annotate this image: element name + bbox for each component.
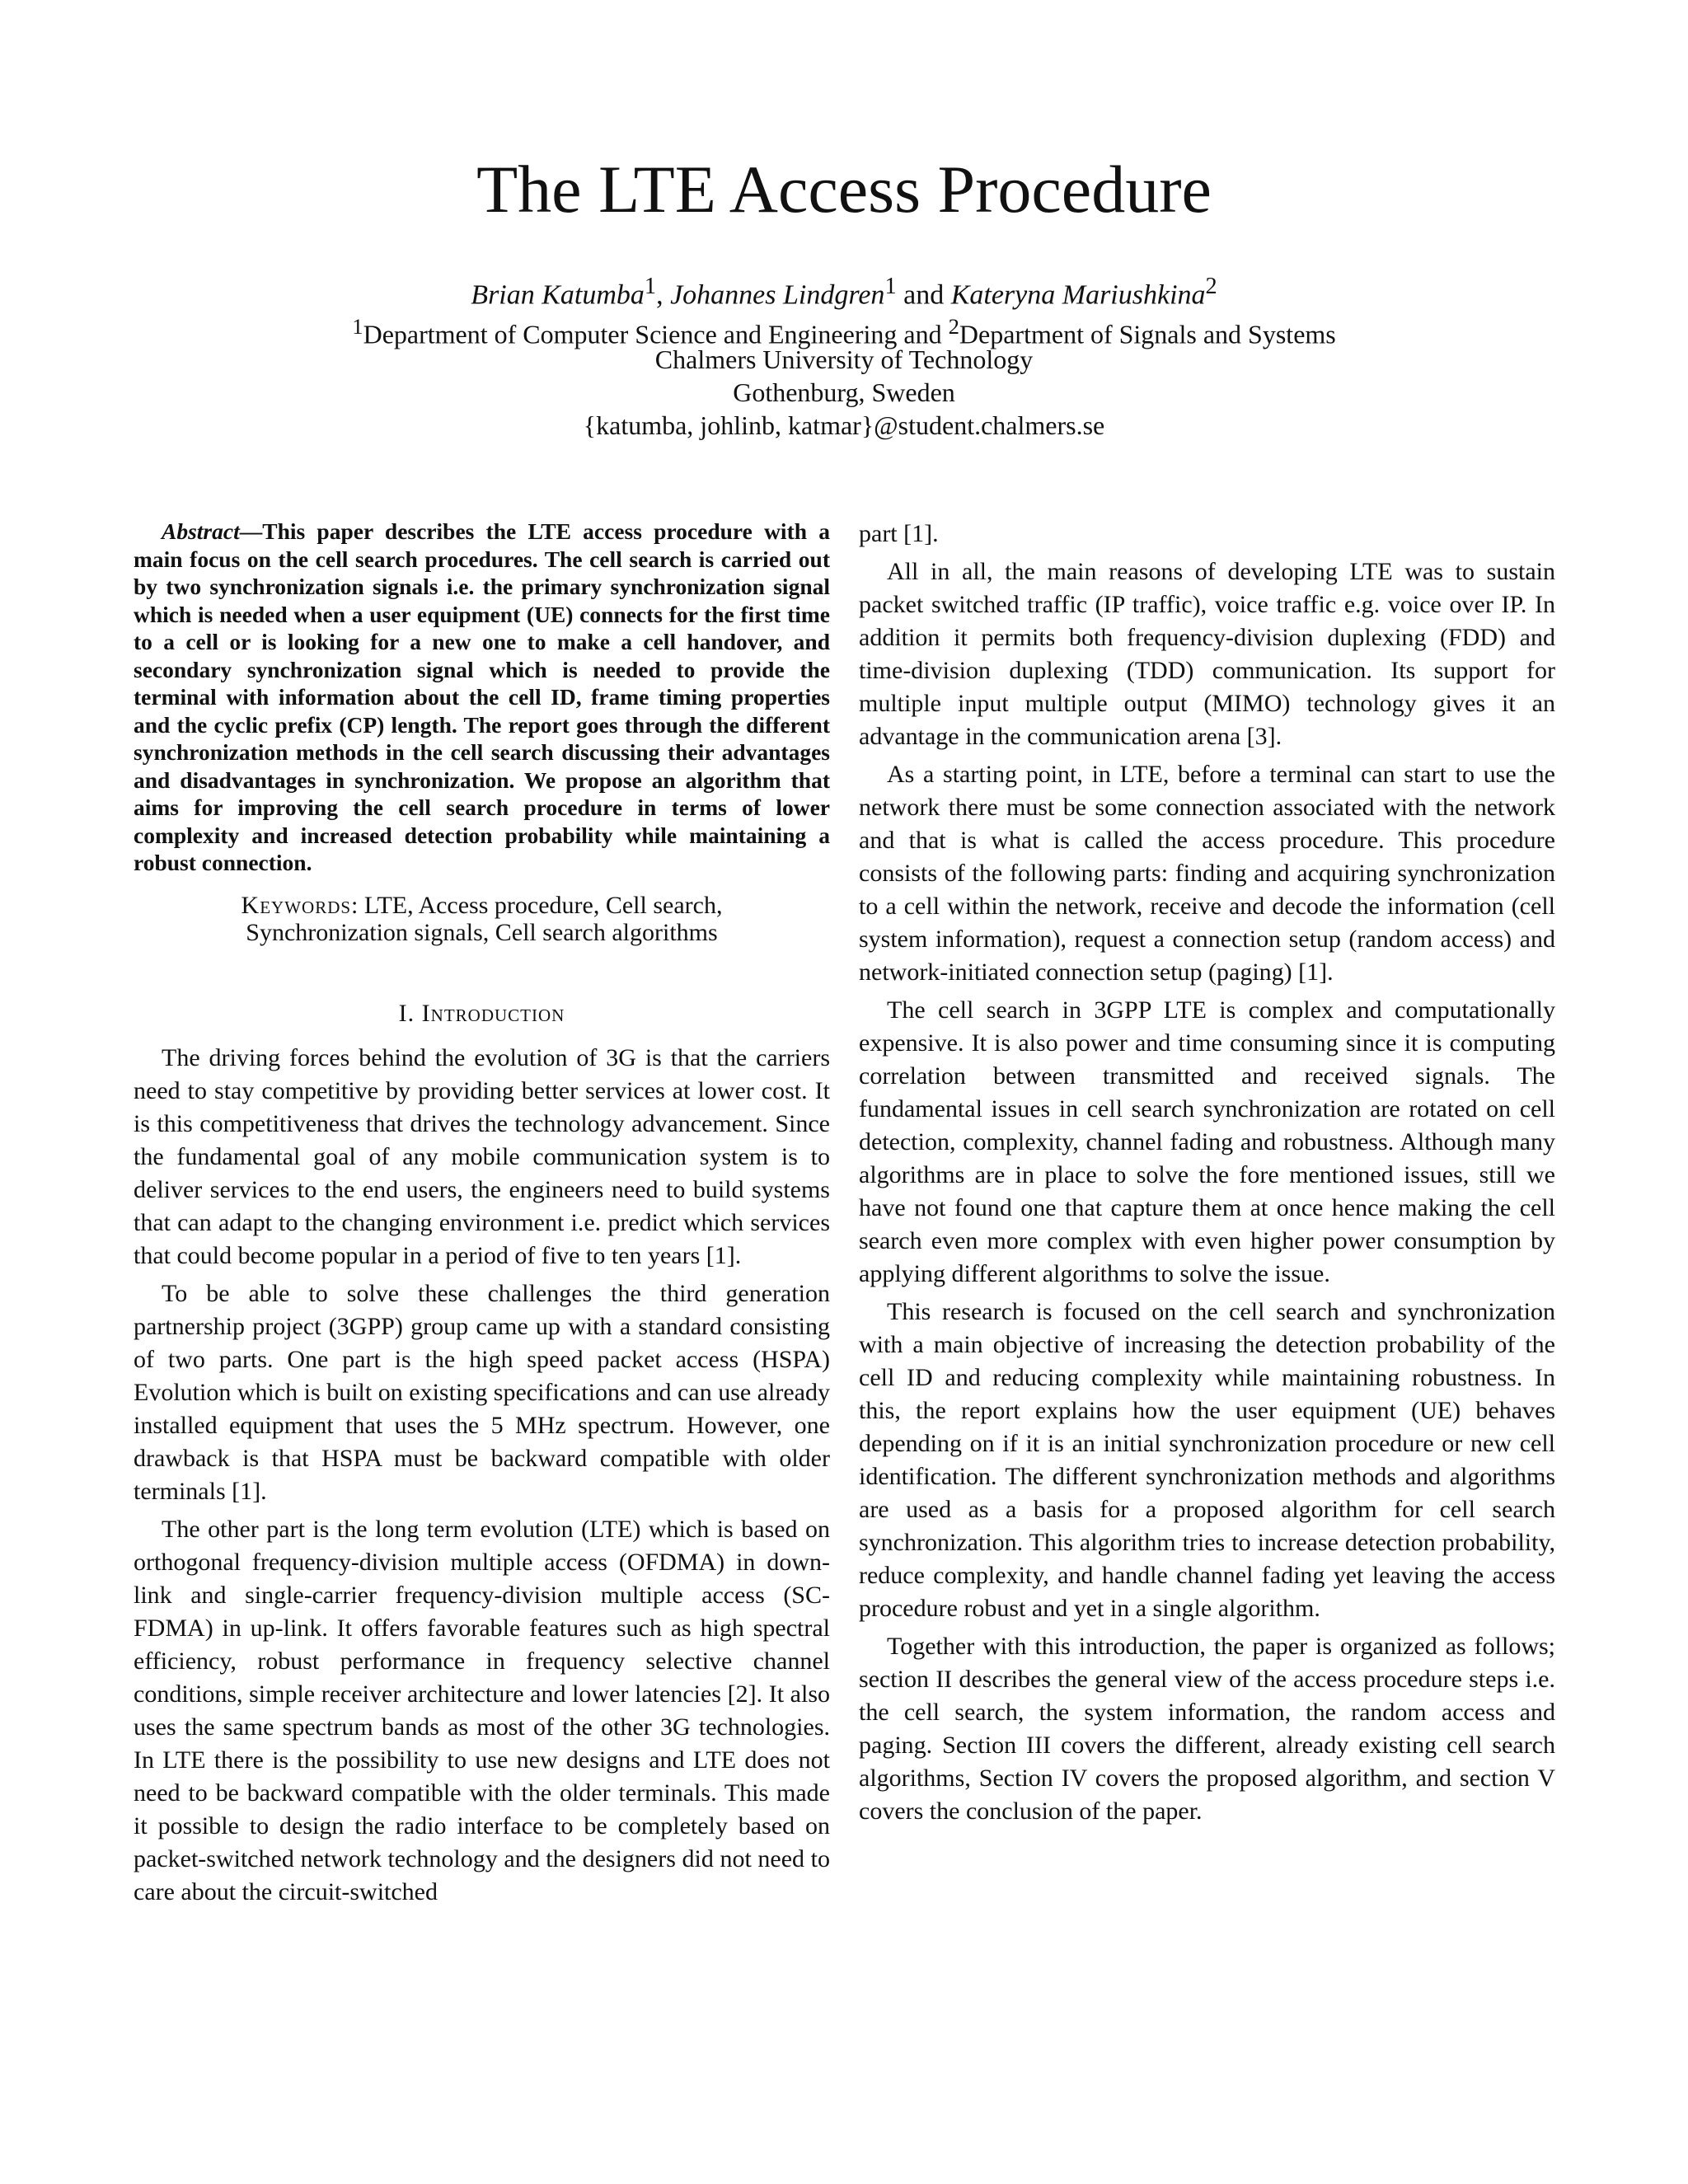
- body-paragraph: All in all, the main reasons of developing LTE was to sustain packet switched traffic (IP traffic), voice traffic e.g. voice over IP. In addition it permits both frequency-division duplexing (FDD) and time-division duplexing (TDD) communication. Its support for multiple input multiple output (MIMO) technology gives it an advantage in the communication arena [3].: [859, 558, 1555, 750]
- body-paragraph-continuation: part [1].: [859, 520, 939, 547]
- body-paragraph: To be able to solve these challenges the third generation partnership project (3GPP) group came up with a standard consisting of two parts. One part is the high speed packet access (HSPA) Evolution which is built on existing specifications and can use already installed equipment that uses the 5 MHz spectrum. However, one drawback is that HSPA must be backward compatible with older terminals [1].: [134, 1279, 830, 1505]
- keywords: [134, 892, 830, 946]
- affiliation-mark: 1: [352, 314, 363, 339]
- author-separator: and: [896, 279, 951, 311]
- abstract: [134, 518, 830, 877]
- keywords-label: Keywords: [241, 891, 352, 919]
- author-affiliation-mark: 1: [884, 274, 897, 299]
- right-column: [859, 518, 1555, 1833]
- author-affiliation-mark: 2: [1205, 274, 1217, 299]
- paper-title: The LTE Access Procedure: [476, 152, 1212, 227]
- abstract-dash: —: [239, 518, 263, 544]
- affiliation-university: Chalmers University of Technology: [654, 344, 1034, 374]
- body-paragraph: The driving forces behind the evolution of 3G is that the carriers need to stay competitive by providing better services at lower cost. It is this competitiveness that drives the technology advancement. Since the fundamental goal of any mobile communication system is to deliver services to the end users, the engineers need to build systems that can adapt to the changing environment i.e. predict which services that could become popular in a period of five to ten years [1].: [134, 1043, 830, 1269]
- author-name: Brian Katumba: [471, 279, 645, 311]
- author-emails: {katumba, johlinb, katmar}@student.chalmers.se: [583, 410, 1105, 440]
- section-heading-introduction: I. Introduction: [398, 999, 565, 1027]
- left-column: [134, 518, 830, 1914]
- body-paragraph: The other part is the long term evolution (LTE) which is based on orthogonal frequency-division multiple access (OFDMA) in down-link and single-carrier frequency-division multiple access (SC-FDMA) in up-link. It offers favorable features such as high spectral efficiency, robust performance in frequency selective channel conditions, simple receiver architecture and lower latencies [2]. It also uses the same spectrum bands as most of the other 3G technologies. In LTE there is the possibility to use new designs and LTE does not need to be backward compatible with the older terminals. This made it possible to design the radio interface to be completely based on packet-switched network technology and the designers did not need to care about the circuit-switched: [134, 1515, 830, 1905]
- abstract-text: This paper describes the LTE access procedure with a main focus on the cell search procedures. The cell search is carried out by two synchronization signals i.e. the primary synchronization signal which is needed when a user equipment (UE) connects for the first time to a cell or is looking for a new one to make a cell handover, and secondary synchronization signal which is needed to provide the terminal with information about the cell ID, frame timing properties and the cyclic prefix (CP) length. The report goes through the different synchronization methods in the cell search discussing their advantages and disadvantages in synchronization. We propose an algorithm that aims for improving the cell search procedure in terms of lower complexity and increased detection probability while maintaining a robust connection.: [134, 518, 830, 875]
- affiliation-department: Department of Computer Science and Engineering and: [363, 319, 949, 349]
- body-paragraph: This research is focused on the cell search and synchronization with a main objective of increasing the detection probability of the cell ID and reducing complexity while maintaining robustness. In this, the report explains how the user equipment (UE) behaves depending on if it is an initial synchronization procedure or new cell identification. The different synchronization methods and algorithms are used as a basis for a proposed algorithm for cell search synchronization. This algorithm tries to increase detection probability, reduce complexity, and handle channel fading yet leaving the access procedure robust and yet in a single algorithm.: [859, 1298, 1555, 1622]
- author-affiliation-mark: 1: [644, 274, 657, 299]
- affiliation-department: Department of Signals and Systems: [959, 319, 1336, 349]
- abstract-label: Abstract: [162, 518, 240, 544]
- author-name: Kateryna Mariushkina: [950, 279, 1206, 311]
- author-name: Johannes Lindgren: [670, 279, 885, 311]
- affiliation-city: Gothenburg, Sweden: [733, 377, 955, 407]
- body-paragraph: As a starting point, in LTE, before a terminal can start to use the network there must be some connection associated with the network and that is what is called the access procedure. This procedure consists of the following parts: finding and acquiring synchronization to a cell within the network, receive and decode the information (cell system information), request a connection setup (random access) and network-initiated connection setup (paging) [1].: [859, 761, 1555, 986]
- author-separator: ,: [656, 279, 671, 311]
- keywords-text: : LTE, Access procedure, Cell search, Synchronization signals, Cell search algorithms: [246, 891, 723, 946]
- body-paragraph: The cell search in 3GPP LTE is complex and computationally expensive. It is also power and time consuming since it is computing correlation between transmitted and received signals. The fundamental issues in cell search synchronization are rotated on cell detection, complexity, channel fading and robustness. Although many algorithms are in place to solve the fore mentioned issues, still we have not found one that capture them at once hence making the cell search even more complex with even higher power consumption by applying different algorithms to solve the issue.: [859, 996, 1555, 1287]
- affiliation-mark: 2: [948, 314, 959, 339]
- body-paragraph: Together with this introduction, the paper is organized as follows; section II describes the general view of the access procedure steps i.e. the cell search, the system information, the random access and paging. Section III covers the different, already existing cell search algorithms, Section IV covers the proposed algorithm, and section V covers the conclusion of the paper.: [859, 1633, 1555, 1825]
- author-list: [0, 270, 1688, 312]
